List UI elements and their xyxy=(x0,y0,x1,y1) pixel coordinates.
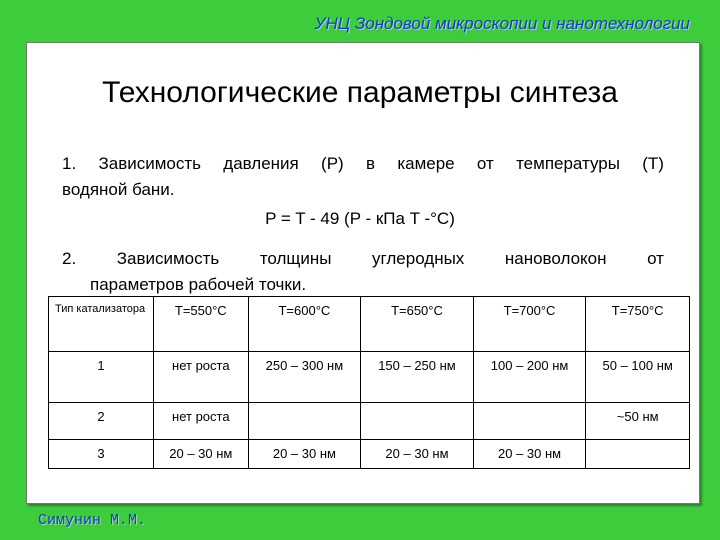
item-1-paragraph xyxy=(62,151,664,203)
item-2-word: углеродных xyxy=(372,249,465,268)
table-cell: 20 – 30 нм xyxy=(473,440,586,469)
author-footer: Симунин М.М. xyxy=(38,512,147,529)
table-cell: 3 xyxy=(49,440,154,469)
item-1-word: от xyxy=(476,154,494,173)
header-cell-t750: T=750°C xyxy=(586,297,690,352)
table-cell: 50 – 100 нм xyxy=(586,352,690,403)
slide-title: Технологические параметры синтеза xyxy=(102,76,618,109)
table-row xyxy=(49,352,690,403)
table-header-row xyxy=(49,297,690,352)
item-2-line-2: параметров рабочей точки. xyxy=(90,275,307,294)
table-cell: 1 xyxy=(49,352,154,403)
item-1-word: (T) xyxy=(642,154,664,173)
table-cell: 150 – 250 нм xyxy=(361,352,474,403)
item-2-word: нановолокон xyxy=(504,249,607,268)
pressure-formula: P = T - 49 (P - кПа T -°C) xyxy=(265,209,455,228)
table-row xyxy=(49,403,690,440)
item-1-word: камере xyxy=(397,154,455,173)
table-cell xyxy=(586,440,690,469)
item-1-word: 1. xyxy=(62,154,77,173)
item-2-line-1 xyxy=(62,246,664,272)
header-cell-t650: T=650°C xyxy=(361,297,474,352)
item-2-word: толщины xyxy=(259,249,332,268)
item-2-word: 2. xyxy=(62,249,77,268)
item-1-word: давления xyxy=(223,154,299,173)
item-1-word: в xyxy=(366,154,376,173)
table-cell: 100 – 200 нм xyxy=(473,352,586,403)
organization-header: УНЦ Зондовой микроскопии и нанотехнологии xyxy=(314,14,690,33)
header-cell-t550: T=550°C xyxy=(154,297,249,352)
table-cell xyxy=(473,403,586,440)
table-cell xyxy=(361,403,474,440)
table-cell: нет роста xyxy=(154,403,249,440)
table-cell: 20 – 30 нм xyxy=(361,440,474,469)
item-1-word: (P) xyxy=(321,154,344,173)
synthesis-parameters-table xyxy=(48,296,690,469)
table-cell: 2 xyxy=(49,403,154,440)
table-cell: ~50 нм xyxy=(586,403,690,440)
table-row xyxy=(49,440,690,469)
table-cell: 20 – 30 нм xyxy=(154,440,249,469)
item-1-line-2: водяной бани. xyxy=(62,180,175,199)
item-2-word: от xyxy=(647,249,664,268)
header-cell-catalyst: Тип катализатора xyxy=(49,297,154,352)
item-2-paragraph xyxy=(62,246,664,298)
item-1-line-1 xyxy=(62,151,664,177)
header-cell-t700: T=700°C xyxy=(473,297,586,352)
table-cell: нет роста xyxy=(154,352,249,403)
table-cell: 20 – 30 нм xyxy=(248,440,361,469)
item-2-word: Зависимость xyxy=(116,249,220,268)
item-1-word: Зависимость xyxy=(98,154,201,173)
header-cell-t600: T=600°C xyxy=(248,297,361,352)
item-1-word: температуры xyxy=(516,154,620,173)
table-cell xyxy=(248,403,361,440)
table-cell: 250 – 300 нм xyxy=(248,352,361,403)
